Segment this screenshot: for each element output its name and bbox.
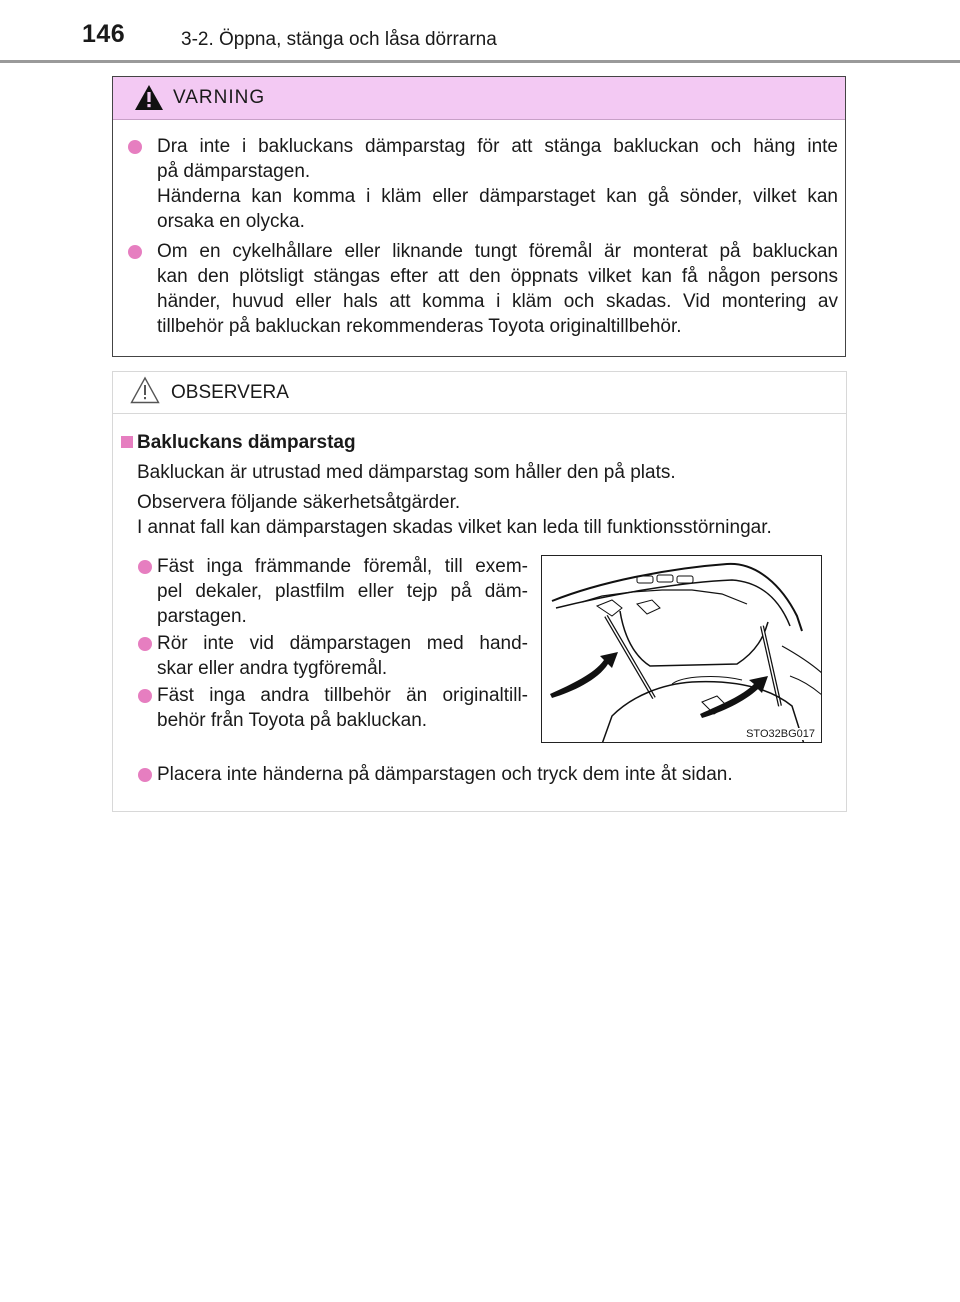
bullet-icon <box>138 637 152 651</box>
page-number: 146 <box>82 20 126 48</box>
bullet-icon <box>128 140 142 154</box>
warning-item-2: Om en cykelhållare eller liknande tungt föremål är monterat på bakluckan kan den plötsligt stängas efter att den öppnats vilket kan få någon persons händer, huvud eller hals att komma i kläm och skadas. Vid montering av tillbehör på bakluckan rekommenderas Toyota originaltillbehör. <box>157 241 838 337</box>
header-divider <box>0 60 960 63</box>
notice-title: OBSERVERA <box>171 382 289 403</box>
warning-triangle-icon <box>134 84 164 111</box>
notice-item-1: Fäst inga främmande föremål, till exem- pel dekaler, plastfilm eller tejp på däm- parstagen. <box>157 556 528 627</box>
notice-item-3: Fäst inga andra tillbehör än originaltill- behör från Toyota på bakluckan. <box>157 685 528 731</box>
square-bullet-icon <box>121 436 133 448</box>
notice-subheading: Bakluckans dämparstag <box>137 432 356 453</box>
figure-label: STO32BG017 <box>746 728 815 740</box>
warning-title: VARNING <box>173 87 266 108</box>
warning-item-1: Dra inte i bakluckans dämparstag för att stänga bakluckan och häng inte på dämparstagen. Händerna kan komma i kläm eller dämparstaget kan gå sönder, vilket kan orsaka en olycka. <box>157 136 838 232</box>
notice-header <box>113 372 846 414</box>
section-title: 3-2. Öppna, stänga och låsa dörrarna <box>181 29 497 50</box>
bullet-icon <box>138 689 152 703</box>
notice-caution: Observera följande säkerhetsåtgärder. I annat fall kan dämparstagen skadas vilket kan leda till funktionsstörningar. <box>137 492 772 538</box>
page-header <box>0 0 960 64</box>
notice-intro: Bakluckan är utrustad med dämparstag som håller den på plats. <box>137 462 676 483</box>
tailgate-drawing <box>542 556 822 743</box>
bullet-icon <box>138 768 152 782</box>
bullet-icon <box>138 560 152 574</box>
notice-item-2: Rör inte vid dämparstagen med hand- skar eller andra tygföremål. <box>157 633 528 679</box>
notice-item-4: Placera inte händerna på dämparstagen och tryck dem inte åt sidan. <box>157 764 733 785</box>
warning-header <box>113 77 845 120</box>
tailgate-strut-illustration <box>541 555 822 743</box>
caution-triangle-icon <box>130 376 160 404</box>
bullet-icon <box>128 245 142 259</box>
